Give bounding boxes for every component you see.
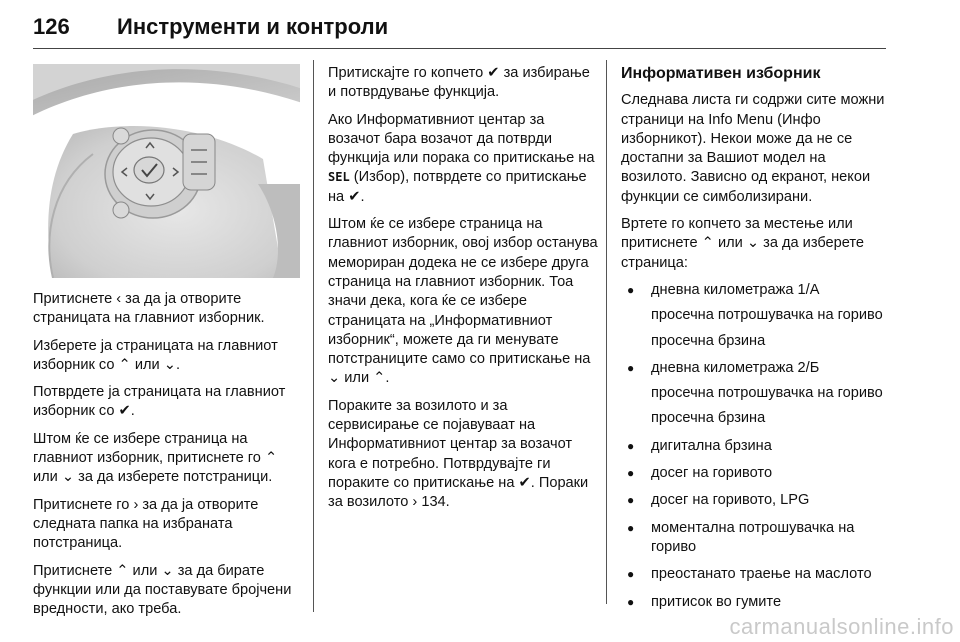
col2-paragraph-2a: Ако Информативниот центар за возачот бара возачот да потврди функција или порака со притискање на (328, 111, 595, 167)
steering-wheel-icon (33, 64, 300, 278)
steering-wheel-illustration (33, 64, 300, 278)
col2-paragraph-2 (328, 111, 600, 207)
column-divider-1 (313, 60, 314, 612)
col1-paragraph-3: Потврдете ја страницата на главниот изборник со ✔. (33, 384, 286, 420)
col1-paragraph-2: Изберете ја страницата на главниот изборник со ⌃ или ⌄. (33, 337, 278, 373)
col1-paragraph-6: Притиснете ⌃ или ⌄ за да бирате функции или да поставувате бројчени вредности, ако треба. (33, 562, 292, 618)
list-item: ● моментална потрошувачка на гориво (621, 519, 891, 558)
column-2 (328, 64, 600, 521)
list-item: ● досег на горивото (621, 464, 891, 483)
list-item-sub: просечна потрошувачка на гориво (651, 385, 883, 402)
col1-paragraph-4: Штом ќе се избере страница на главниот изборник, притиснете го ⌃ или ⌄ за да изберете потстраници. (33, 430, 278, 486)
list-item-sub: просечна брзина (651, 332, 766, 349)
list-item: ● преостанато траење на маслото (621, 565, 891, 584)
page-title: Инструменти и контроли (117, 14, 389, 39)
col3-paragraph-2: Вртете го копчето за местење или притиснете ⌃ или ⌄ за да изберете страница: (621, 216, 865, 271)
col2-paragraph-2b: (Избор), потврдете со притискање на ✔. (328, 169, 587, 205)
col1-paragraph-5: Притиснете го › за да ја отворите следната папка на избраната потстраница. (33, 496, 259, 552)
column-divider-2 (606, 60, 607, 604)
page-number: 126 (33, 14, 70, 39)
column-1 (33, 290, 305, 627)
list-item: ● досег на горивото, LPG (621, 491, 891, 510)
col2-paragraph-4: Пораките за возилото и за сервисирање се појавуваат на Информативниот центар за возачот кога е потребно. Потврдувајте ги пораките со притискање на ✔. Пораки за возилото › 134. (328, 397, 589, 511)
list-item-main: дневна километража 2/Б (651, 359, 820, 376)
sel-button-label: SEL (328, 170, 350, 185)
list-item (621, 281, 891, 351)
col2-paragraph-3: Штом ќе се избере страница на главниот изборник, овој избор останува мемориран додека не се избере друга страница на главниот изборник. Тоа значи дека, кога ќе се избере страницата на „Информативниот изборник“, можете да ги менувате потстраниците само со притискање на ⌄ или ⌃. (328, 216, 598, 387)
info-menu-list (621, 281, 891, 612)
col3-paragraph-1: Следнава листа ги содржи сите можни страници на Info Menu (Инфо изборникот). Некои може да не се достапни за Вашиот модел на возилото. Зависно од екранот, некои функции се симболизирани. (621, 92, 885, 205)
list-item-sub: просечна брзина (651, 410, 766, 427)
col2-paragraph-1: Притискајте го копчето ✔ за избирање и потврдување функција. (328, 65, 590, 101)
list-item: ● дигитална брзина (621, 437, 891, 456)
header-rule (33, 48, 886, 49)
col1-paragraph-1: Притиснете ‹ за да ја отворите страницата на главниот изборник. (33, 291, 265, 327)
column-3 (621, 64, 891, 620)
page-header (33, 8, 883, 48)
list-item-sub: просечна потрошувачка на гориво (651, 307, 883, 324)
list-item (621, 359, 891, 429)
list-item-main: дневна километража 1/А (651, 281, 820, 298)
info-menu-heading: Информативен изборник (621, 65, 821, 82)
watermark: carmanualsonline.info (729, 614, 954, 639)
list-item: ● притисок во гумите (621, 593, 891, 612)
